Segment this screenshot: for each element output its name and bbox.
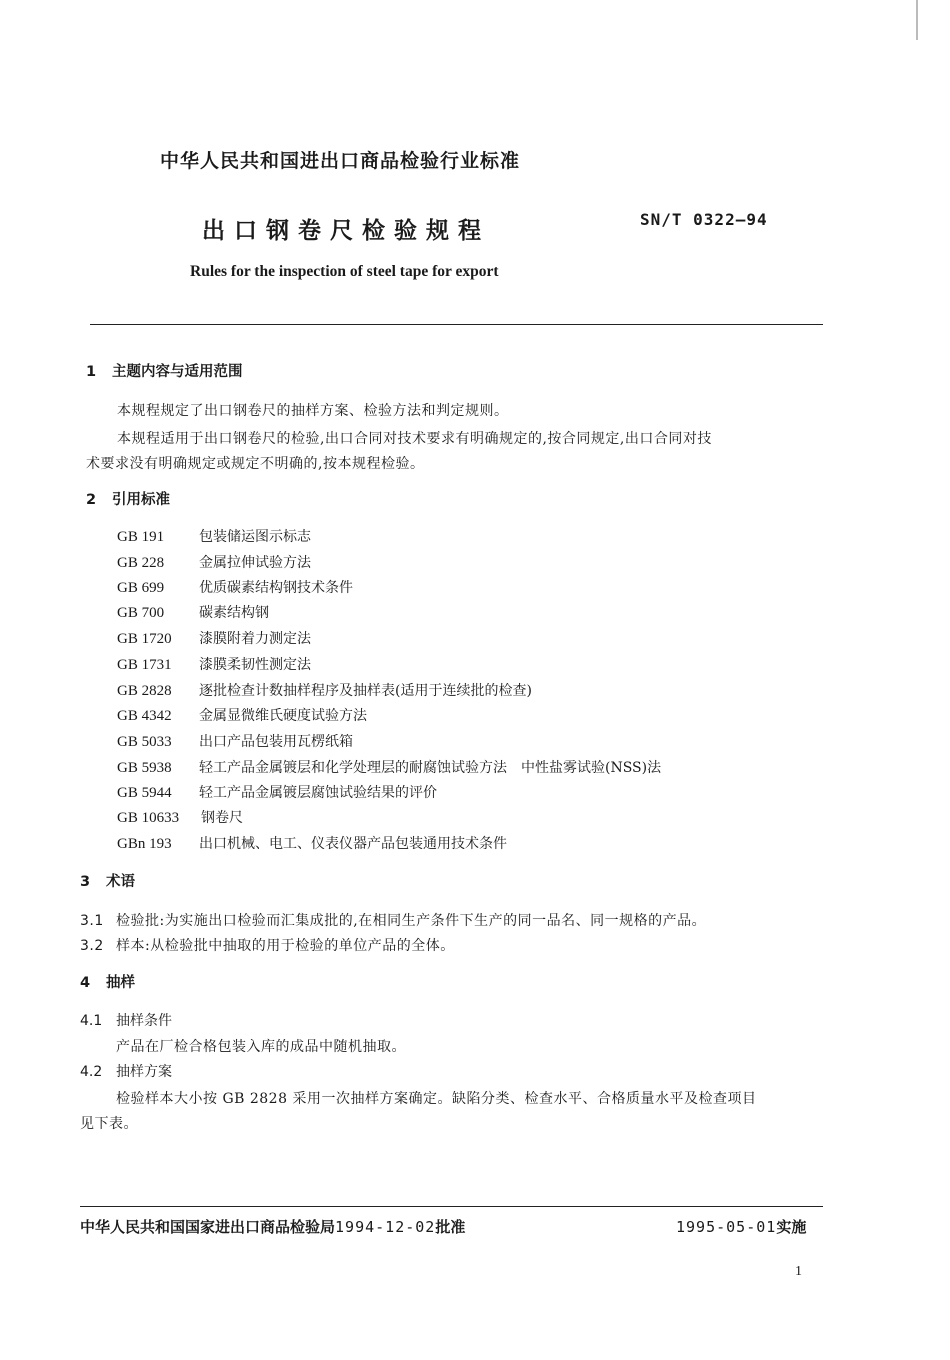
approval-statement: 中华人民共和国国家进出口商品检验局1994-12-02批准	[80, 1218, 466, 1236]
section-1-para-2-line-1: 本规程适用于出口钢卷尺的检验,出口合同对技术要求有明确规定的,按合同规定,出口合同对技	[117, 431, 712, 447]
ref-item: GB 5944 轻工产品金属镀层腐蚀试验结果的评价	[117, 785, 437, 801]
issuing-body-header: 中华人民共和国进出口商品检验行业标准	[160, 150, 521, 172]
header-divider	[90, 324, 823, 325]
ref-item: GB 2828 逐批检查计数抽样程序及抽样表(适用于连续批的检查)	[117, 683, 532, 699]
ref-item: GB 10633 钢卷尺	[117, 810, 243, 826]
scan-edge	[916, 0, 918, 40]
subsection-4-2-text-line-1: 检验样本大小按 GB 2828 采用一次抽样方案确定。缺陷分类、检查水平、合格质量水平及检查项目	[116, 1091, 757, 1107]
english-subtitle: Rules for the inspection of steel tape for export	[190, 263, 499, 280]
ref-item: GB 228 金属拉伸试验方法	[117, 555, 311, 571]
ref-item: GB 4342 金属显微维氏硬度试验方法	[117, 708, 367, 724]
subsection-4-1-text: 产品在厂检合格包装入库的成品中随机抽取。	[116, 1039, 406, 1055]
section-2-heading: 2 引用标准	[86, 492, 170, 508]
section-4-heading: 4 抽样	[80, 975, 135, 991]
page-number: 1	[795, 1264, 802, 1279]
footer-divider	[80, 1206, 823, 1207]
term-3-1: 3.1 检验批:为实施出口检验而汇集成批的,在相同生产条件下生产的同一品名、同一规格的产品。	[80, 913, 707, 929]
ref-item: GB 1731 漆膜柔韧性测定法	[117, 657, 311, 673]
ref-item: GB 5033 出口产品包装用瓦楞纸箱	[117, 734, 353, 750]
section-1-para-2-line-2: 术要求没有明确规定或规定不明确的,按本规程检验。	[86, 456, 425, 472]
ref-item: GBn 193 出口机械、电工、仪表仪器产品包装通用技术条件	[117, 836, 507, 852]
ref-item: GB 1720 漆膜附着力测定法	[117, 631, 311, 647]
section-3-heading: 3 术语	[80, 874, 135, 890]
ref-item: GB 5938 轻工产品金属镀层和化学处理层的耐腐蚀试验方法 中性盐雾试验(NSS)法	[117, 760, 662, 776]
section-1-para-1: 本规程规定了出口钢卷尺的抽样方案、检验方法和判定规则。	[117, 403, 509, 419]
ref-item: GB 191 包装储运图示标志	[117, 529, 311, 545]
section-1-heading: 1 主题内容与适用范围	[86, 364, 243, 380]
ref-item: GB 700 碳素结构钢	[117, 605, 269, 621]
subsection-4-2-heading: 4.2 抽样方案	[80, 1064, 172, 1080]
term-3-2: 3.2 样本:从检验批中抽取的用于检验的单位产品的全体。	[80, 938, 455, 954]
implementation-date: 1995-05-01实施	[676, 1218, 807, 1236]
document-title: 出口钢卷尺检验规程	[202, 218, 490, 244]
standard-number: SN/T 0322—94	[640, 210, 768, 229]
subsection-4-1-heading: 4.1 抽样条件	[80, 1013, 172, 1029]
ref-item: GB 699 优质碳素结构钢技术条件	[117, 580, 353, 596]
subsection-4-2-text-line-2: 见下表。	[80, 1116, 138, 1132]
